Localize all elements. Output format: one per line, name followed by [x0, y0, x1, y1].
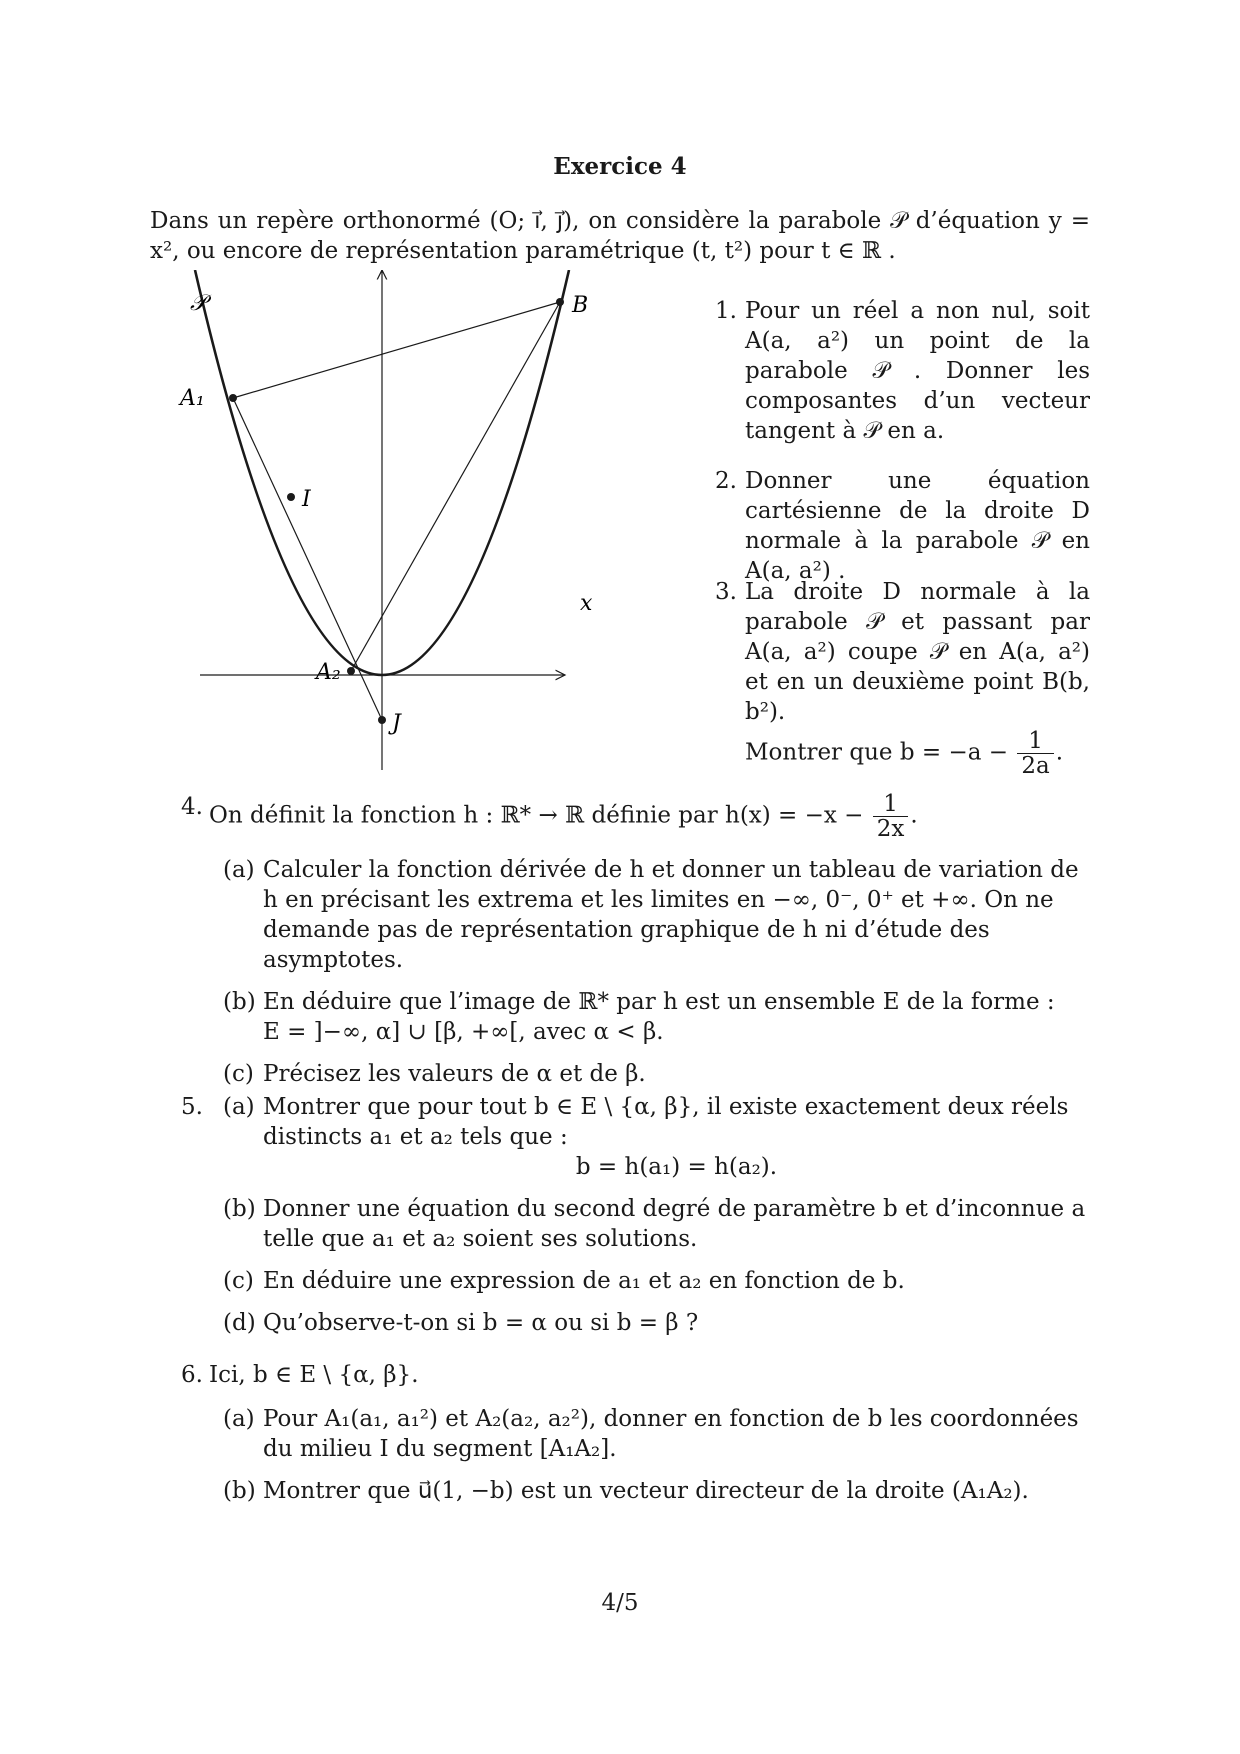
question-4a: (a) Calculer la fonction dérivée de h et donner un tableau de variation de h en précisant les extrema et les limites en −∞, 0⁻, 0⁺ et +∞. On ne demande pas de représentation graphique de h ni d’étude des asymptotes. [223, 857, 1079, 973]
question-4: 4. On définit la fonction h : ℝ* → ℝ définie par h(x) = −x − $\frac{1}{2x}$ . (a) Calculer la fonction dérivée de h et donner un tableau de variation de h en précisant les extrema et les limites en −∞, 0⁻, 0⁺ et +∞. On ne demande pas de représentation graphique de h ni d’étude des asymptotes. (b) En déduire que l’image de ℝ* par h est un ensemble E de la forme : E = ]−∞, α] ∪ [β, +∞[, avec α < β. (c) Précisez les valeurs de α et de β. [181, 792, 1090, 1101]
fraction-1-over-2a: $\frac{1}{2a}$ [1017, 729, 1053, 778]
point-i [287, 493, 295, 501]
a2-label: A₂ [316, 660, 341, 685]
point-j [378, 716, 386, 724]
question-1-number: 1. [715, 298, 737, 324]
question-3: 3. La droite D normale à la parabole 𝒫 et passant par A(a, a²) coupe 𝒫 en A(a, a²) et en un deuxième point B(b, b²). Montrer que b = −a − $\frac{1}{2a}$ . [715, 579, 1090, 779]
question-5a: (a) Montrer que pour tout b ∈ E \ {α, β}, il existe exactement deux réels distincts a₁ et a₂ tels que : b = h(a₁) = h(a₂). [223, 1094, 1069, 1180]
j-label: J [392, 711, 401, 736]
exercise-title: Exercice 4 [553, 153, 687, 180]
question-5-number: 5. [181, 1094, 203, 1120]
point-b [556, 298, 564, 306]
segment-a1-b [233, 302, 560, 398]
question-6a: (a) Pour A₁(a₁, a₁²) et A₂(a₂, a₂²), donner en fonction de b les coordonnées du milieu I du segment [A₁A₂]. [223, 1406, 1079, 1462]
x-axis-label: x [580, 591, 593, 616]
curve-label: 𝒫 [190, 291, 206, 316]
question-4-text: On définit la fonction h : ℝ* → ℝ définie par h(x) = −x − [209, 802, 864, 829]
question-4b: (b) En déduire que l’image de ℝ* par h est un ensemble E de la forme : E = ]−∞, α] ∪ [β, +∞[, avec α < β. [223, 989, 1055, 1045]
question-5d: (d) Qu’observe-t-on si b = α ou si b = β ? [223, 1310, 699, 1336]
segment-a1-j [233, 398, 382, 720]
question-4c: (c) Précisez les valeurs de α et de β. [223, 1061, 646, 1087]
question-1 [715, 296, 1090, 446]
question-2-text: Donner une équation cartésienne de la droite D normale à la parabole 𝒫 en A(a, a²) . [745, 468, 1090, 584]
question-1-text: Pour un réel a non nul, soit A(a, a²) un point de la parabole 𝒫 . Donner les composantes d’un vecteur tangent à 𝒫 en a. [745, 298, 1090, 444]
question-4-number: 4. [181, 794, 203, 820]
intro-paragraph: Dans un repère orthonormé (O; i⃗, j⃗), on considère la parabole 𝒫 d’équation y = x², ou encore de représentation paramétrique (t, t²) pour t ∈ ℝ . [150, 208, 1090, 264]
page-number: 4/5 [601, 1590, 639, 1616]
a1-label: A₁ [180, 386, 205, 411]
question-6b: (b) Montrer que u⃗(1, −b) est un vecteur directeur de la droite (A₁A₂). [223, 1478, 1029, 1504]
question-6 [181, 1360, 1090, 1518]
question-5c: (c) En déduire une expression de a₁ et a₂ en fonction de b. [223, 1268, 905, 1294]
question-3-number: 3. [715, 579, 737, 605]
question-5 [181, 1092, 1090, 1350]
fraction-1-over-2x: $\frac{1}{2x}$ [873, 792, 909, 841]
point-a2 [347, 667, 355, 675]
question-6-text: Ici, b ∈ E \ {α, β}. [209, 1362, 419, 1388]
question-6-number: 6. [181, 1362, 203, 1388]
question-3-text: La droite D normale à la parabole 𝒫 et passant par A(a, a²) coupe 𝒫 en A(a, a²) et en un deuxième point B(b, b²). [745, 579, 1090, 725]
question-3-show: Montrer que b = −a − [745, 739, 1009, 766]
question-2-number: 2. [715, 468, 737, 494]
point-a1 [229, 394, 237, 402]
parabola-figure [170, 270, 610, 770]
question-2 [715, 466, 1090, 586]
i-label: I [302, 487, 311, 512]
question-5b: (b) Donner une équation du second degré de paramètre b et d’inconnue a telle que a₁ et a₂ soient ses solutions. [223, 1196, 1086, 1252]
b-label: B [572, 293, 589, 318]
